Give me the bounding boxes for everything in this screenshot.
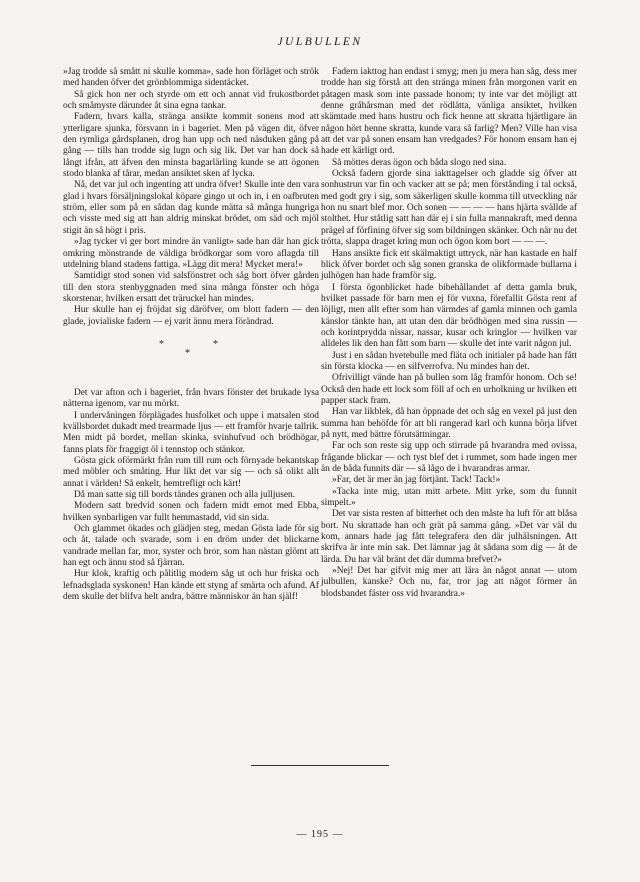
paragraph: I första ögonblicket hade bibehållandet af detta gamla bruk, hvilket passade för barn men ej för vuxna, förefallit Gösta rent af löjligt, men allt efter som han värmdes af gamla minnen och gamla känslor tänkte han, att utan den där brödhögen med sina russin — och korintprydda nissar, nassar, kusar och kringlor — hvilken var alldeles lik den han fått som barn — skulle det inte varit någon jul.	[321, 282, 577, 350]
paragraph: Fadern, hvars kalla, stränga ansikte kommit sonens mod att ytterligare sjunka, försvann in i bageriet. Men på vägen dit, öfver den rymliga gårdsplanen, drog han upp och ned näsduken gång på gång — tills han trodde sig lugn och sig lik. Det var han dock så långt ifrån, att äfven den minsta bagarlärling kunde se att ögonen stodo blanka af tårar, medan ansiktet sken af lycka.	[63, 112, 319, 180]
paragraph: Det var sista resten af bitterhet och den måste ha luft för att blåsa bort. Nu skrattade han och grät på samma gång. »Det var väl du kom, annars hade jag fått telegrafera den där julhälsningen. Att skrifva är inte min sak. Det lämnar jag åt sådana som dig — åt de lärda. Du har väl bränt det där dumma brefvet?»	[321, 509, 577, 565]
paragraph: Modern satt bredvid sonen och fadern midt emot med Ebba, hvilken synbarligen var fullt hemmastadd, vid sin sida.	[63, 501, 319, 523]
left-column	[63, 67, 319, 603]
page-number: — 195 —	[296, 829, 344, 840]
right-column	[321, 67, 577, 600]
paragraph: »Nej! Det har gifvit mig mer att lära än något annat — utom julbullen, kanske? Och nu, far, tror jag att något förmer än blodsbandet fäster oss vid hvarandra.»	[321, 566, 577, 599]
paragraph: »Jag trodde så smått ni skulle komma», sade hon förläget och strök med handen öfver det grönblommiga sidentäcket.	[63, 67, 319, 89]
section-break-asterisk: *	[185, 347, 190, 359]
paragraph: Det var afton och i bageriet, från hvars fönster det brukade lysa nätterna igenom, var nu mörkt.	[63, 387, 319, 410]
paragraph: Hans ansikte fick ett skälmaktigt uttryck, när han kastade en half blick öfver bordet och såg sonen granska de olikformade bullarna i julhögen han hade framför sig.	[321, 248, 577, 282]
end-rule	[251, 765, 389, 766]
section-break-asterisk: *	[213, 338, 218, 350]
paragraph: Då man satte sig till bords tändes granen och alla julljusen.	[74, 490, 296, 500]
paragraph: Också fadern gjorde sina iakttagelser och gladde sig öfver att sonhustrun var fin och vacker att se på; men förstånding i tal också, med godt gry i sig, som säkerligen skulle komma till utveckling när hon nu snart blef mor. Och sonen — — — — hans hjärta svällde af stolthet. Hur ståtlig satt han där ej i sin fulla mannakraft, med denna prägel af förfining öfver sig som bildningen skänker. Och när nu det trötta, slappa draget kring mun och ögon kom bort — — —.	[321, 169, 577, 248]
paragraph: Och glammet ökades och glädjen steg, medan Gösta lade för sig och åt, talade och svarade, som i en dröm under det blickarne vandrade mellan far, mor, syster och bror, som han nästan glömt att han egt och ännu stod så fjärran.	[63, 524, 319, 569]
paragraph: Gösta gick oförmärkt från rum till rum och förnyade bekantskap med möbler och småting. Hur likt det var sig — och så olikt allt annat i världen! Så enkelt, hemtrefligt och kärt!	[63, 455, 319, 489]
paragraph: Hur klok, kraftig och pålitlig modern såg ut och hur friska och lefnadsglada syskonen! Han kände ett styng af smärta och afund. Af dem skulle det blifva helt andra, bättre människor än han själf!	[63, 569, 319, 603]
paragraph: Så gick hon ner och styrde om ett och annat vid frukostbordet och småmyste därunder åt sina egna tankar.	[63, 89, 319, 112]
paragraph: »Jag tycker vi ger bort mindre än vanligt» sade han där han gick omkring mönstrande de väldiga brödkorgar som voro aflagda till utdelning bland stadens fattiga. »Lägg dit mera! Mycket mera!»	[63, 237, 319, 270]
paragraph: Samtidigt stod sonen vid salsfönstret och såg bort öfver gården till den stora stenbyggnaden med sina många fönster och höga skorstenar, hvilken ersatt det träruckel han mindes.	[63, 271, 319, 304]
section-break	[63, 328, 319, 388]
paragraph: Han var likblek, då han öppnade det och såg en vexel på just den summa han behöfde för att bli rangerad karl och kunna börja lifvet på nytt, med bättre förutsättningar.	[321, 407, 577, 440]
paragraph: Ofrivilligt vände han på bullen som låg framför honom. Och se! Också den hade ett lock som föll af och en urholkning ur hvilken ett papper stack fram.	[321, 373, 577, 406]
paragraph: »Far, det är mer än jag förtjänt. Tack! Tack!»	[332, 475, 501, 486]
paragraph: »Tacka inte mig, utan mitt arbete. Mitt yrke, som du funnit simpelt.»	[321, 486, 577, 509]
paragraph: I undervåningen förplägades husfolket och uppe i matsalen stod kvällsbordet dukadt med trearmade ljus — ett framför hvarje tallrik. Men midt på bordet, mellan skinka, svinhufvud och brödhögar, fanns plats för fraggigt öl i tennstop och stänkor.	[63, 410, 319, 455]
paragraph: Just i en sådan hvetebulle med flätа och initialer på hade han fått sin första klocka — en silfverrofva. Nu mindes han det.	[321, 350, 577, 372]
paragraph: Nå, det var jul och ingenting att undra öfver! Skulle inte den vara glad i hvars försäljningslokal köpare gingo ut och in, i en oafbruten ström, eller som på en sådan dag kunde mätta så många hungriga och visste med sig att han aldrig minskat brödet, om säd och mjöl stigit än så högt i pris.	[63, 180, 319, 236]
paragraph: Far och son reste sig upp och stirrade på hvarandra med ovissa, frågande blickar — och tyst blef det i rummet, som hade ingen mer än de båda funnits där — så lågo de i hvarandras armar.	[321, 441, 577, 475]
section-break-asterisk: *	[159, 338, 164, 350]
paragraph: Fadern iakttog han endast i smyg; men ju mera han såg, dess mer trodde han sig förstå att den stränga minen från morgonen varit en påtagen mask som inte passade honom; ty inte var det möjligt att denne gråhårsman med det rödlätta, vänliga ansiktet, hvilken skämtade med hans hustru och fick henne att skratta hjärtligare än någon hört henne skratta, kunde vara så farlig? Men? Ville han visa att det var på sonen ensam han vredgades? För honom ensam han ej hade ett kärligt ord.	[321, 67, 577, 157]
paragraph: Hur skulle han ej fröjdat sig däröfver, om blott fadern — den glade, jovialiske fadern — ej varit ännu mera förändrad.	[63, 305, 319, 327]
running-head: JULBULLEN	[277, 36, 363, 48]
paragraph: Så möttes deras ögon och båda slogo ned sina.	[332, 157, 507, 168]
